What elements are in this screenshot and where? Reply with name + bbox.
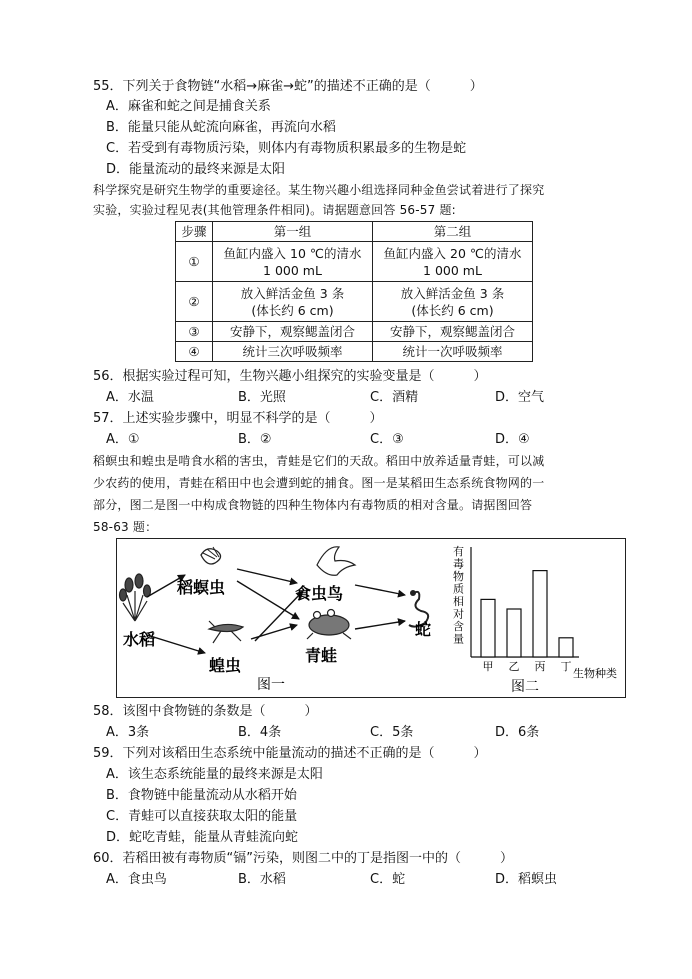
chart-x-label: 生物种类 <box>573 667 617 680</box>
q58-option-d: D．6条 <box>495 725 540 740</box>
intro-58-63-line2: 少农药的使用，青蛙在稻田中也会遭到蛇的捕食。图一是某稻田生态系统食物网的一 <box>93 476 545 490</box>
q55-option-b: B．能量只能从蛇流向麻雀，再流向水稻 <box>106 120 336 135</box>
locust-icon <box>209 621 243 643</box>
chart-y-label: 有毒物质相对含量 <box>453 545 464 646</box>
label-borer: 稻螟虫 <box>177 578 226 597</box>
q60-option-d: D．稻螟虫 <box>495 872 558 887</box>
figure1-caption: 图一 <box>257 677 285 693</box>
chart-tick-label-1: 乙 <box>508 660 520 673</box>
figure-box <box>116 538 626 698</box>
chart-tick-label-0: 甲 <box>482 660 494 673</box>
intro-58-63-line3: 部分，图二是图一中构成食物链的四种生物体内有毒物质的相对含量。请据图回答 <box>93 498 533 512</box>
table-cell: 统计一次呼吸频率 <box>373 342 533 362</box>
table-header-group2: 第二组 <box>373 222 533 242</box>
borer-larva-icon <box>201 547 221 564</box>
q56-option-b: B．光照 <box>238 390 286 405</box>
label-snake: 蛇 <box>415 620 432 639</box>
table-step-cell: ④ <box>176 342 213 362</box>
toxin-bar-chart <box>453 545 617 695</box>
label-rice: 水稻 <box>123 630 156 649</box>
q60-option-a: A．食虫鸟 <box>106 872 167 887</box>
chart-bar-1 <box>507 609 521 657</box>
q59-stem: 59．下列对该稻田生态系统中能量流动的描述不正确的是（ ） <box>93 746 487 761</box>
table-cell: 放入鲜活金鱼 3 条 (体长约 6 cm) <box>213 282 373 322</box>
table-row <box>176 342 533 362</box>
q57-option-d: D．④ <box>495 432 530 447</box>
q56-option-c: C．酒精 <box>370 390 419 405</box>
q59-option-a: A．该生态系统能量的最终来源是太阳 <box>106 767 323 782</box>
intro-58-63-line4: 58-63 题： <box>93 520 158 534</box>
q60-option-b: B．水稻 <box>238 872 286 887</box>
q58-option-b: B．4条 <box>238 725 282 740</box>
table-cell: 鱼缸内盛入 10 ℃的清水 1 000 mL <box>213 242 373 282</box>
q56-options <box>106 389 586 407</box>
table-cell: 安静下，观察鳃盖闭合 <box>213 322 373 342</box>
q55-stem: 55．下列关于食物链“水稻→麻雀→蛇”的描述不正确的是（ ） <box>93 79 483 94</box>
q60-stem: 60．若稻田被有毒物质“镉”污染，则图二中的丁是指图一中的（ ） <box>93 851 514 866</box>
experiment-table <box>175 221 533 362</box>
label-bird: 食虫鸟 <box>295 584 344 603</box>
q58-option-c: C．5条 <box>370 725 414 740</box>
table-step-cell: ① <box>176 242 213 282</box>
q55-option-d: D．能量流动的最终来源是太阳 <box>106 162 286 177</box>
q56-option-d: D．空气 <box>495 390 545 405</box>
q57-option-a: A．① <box>106 432 140 447</box>
chart-bar-2 <box>533 571 547 657</box>
table-header-step: 步骤 <box>176 222 213 242</box>
q57-stem: 57．上述实验步骤中，明显不科学的是（ ） <box>93 411 383 426</box>
q58-stem: 58．该图中食物链的条数是（ ） <box>93 704 318 719</box>
chart-bar-0 <box>481 599 495 657</box>
table-row <box>176 242 533 282</box>
figure2-caption: 图二 <box>511 679 539 695</box>
q59-option-c: C．青蛙可以直接获取太阳的能量 <box>106 809 298 824</box>
table-header-row <box>176 222 533 242</box>
q57-option-b: B．② <box>238 432 272 447</box>
intro-58-63-line1: 稻螟虫和蝗虫是啃食水稻的害虫，青蛙是它们的天敌。稻田中放养适量青蛙，可以减 <box>93 454 545 468</box>
table-step-cell: ② <box>176 282 213 322</box>
q56-option-a: A．水温 <box>106 390 154 405</box>
table-header-group1: 第一组 <box>213 222 373 242</box>
label-frog: 青蛙 <box>305 646 338 665</box>
q60-options <box>106 871 586 889</box>
chart-tick-label-2: 丙 <box>534 660 546 673</box>
intro-56-57-line1: 科学探究是研究生物学的重要途径。某生物兴趣小组选择同种金鱼尝试着进行了探究 <box>93 183 545 197</box>
q55-option-a: A．麻雀和蛇之间是捕食关系 <box>106 99 271 114</box>
frog-icon <box>307 610 351 640</box>
table-row <box>176 322 533 342</box>
q58-options <box>106 724 586 742</box>
q59-option-d: D．蛇吃青蛙，能量从青蛙流向蛇 <box>106 830 299 845</box>
chart-tick-label-3: 丁 <box>560 660 572 673</box>
q59-option-b: B．食物链中能量流动从水稻开始 <box>106 788 297 803</box>
chart-bar-3 <box>559 638 573 657</box>
table-cell: 鱼缸内盛入 20 ℃的清水 1 000 mL <box>373 242 533 282</box>
label-locust: 蝗虫 <box>209 656 242 675</box>
food-web-figure <box>117 539 625 697</box>
rice-plant-icon <box>120 574 151 621</box>
q56-stem: 56．根据实验过程可知，生物兴趣小组探究的实验变量是（ ） <box>93 369 487 384</box>
table-cell: 放入鲜活金鱼 3 条 (体长约 6 cm) <box>373 282 533 322</box>
table-row <box>176 282 533 322</box>
intro-56-57-line2: 实验，实验过程见表(其他管理条件相同)。请据题意回答 56-57 题: <box>93 203 456 217</box>
table-cell: 安静下，观察鳃盖闭合 <box>373 322 533 342</box>
q55-option-c: C．若受到有毒物质污染，则体内有毒物质积累最多的生物是蛇 <box>106 141 467 156</box>
q57-options <box>106 431 586 449</box>
q58-option-a: A．3条 <box>106 725 150 740</box>
q57-option-c: C．③ <box>370 432 404 447</box>
table-cell: 统计三次呼吸频率 <box>213 342 373 362</box>
table-step-cell: ③ <box>176 322 213 342</box>
bird-icon <box>317 547 355 575</box>
q60-option-c: C．蛇 <box>370 872 406 887</box>
